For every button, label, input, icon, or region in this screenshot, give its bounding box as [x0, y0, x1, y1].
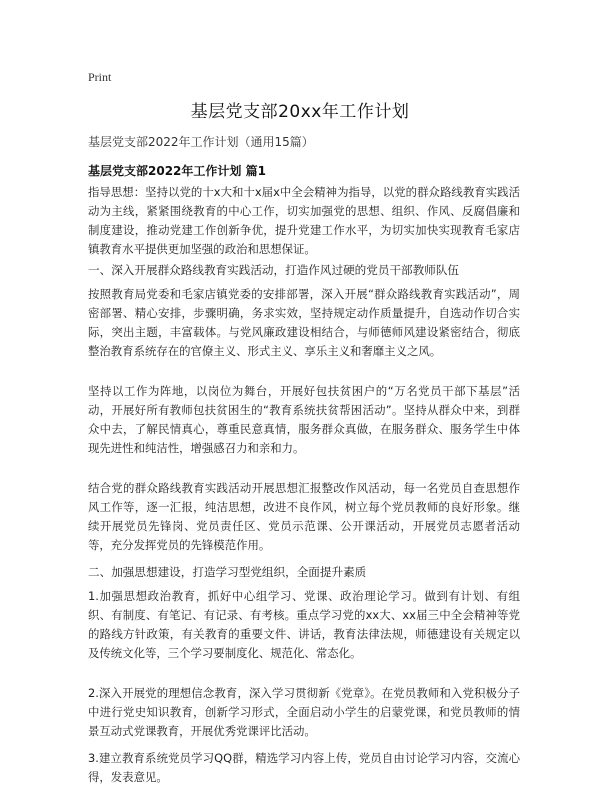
page-title: 基层党支部20xx年工作计划 [190, 102, 410, 122]
print-label[interactable]: Print [88, 70, 112, 84]
paragraph-four: 1.加强思想政治教育，抓好中心组学习、党课、政治理论学习。做到有计划、有组织、有制度、有笔记、有记录、有考核。重点学习党的xx大、xx届三中全会精神等党的路线方针政策，有关教育的重要文件、讲话，教育法律法规，师德建设有关规定以及传统文化等，三个学习要制度化、规范化、常态化。 [88, 589, 520, 660]
paragraph-three: 结合党的群众路线教育实践活动开展思想汇报整改作风活动，每一名党员自查思想作风工作等，逐一汇报，纯洁思想，改进不良作风，树立每个党员教师的良好形象。继续开展党员先锋岗、党员责任区、党员示范课、公开课活动，开展党员志愿者活动等，充分发挥党员的先锋模范作用。 [88, 481, 520, 552]
section-title: 基层党支部2022年工作计划 篇1 [88, 164, 266, 178]
heading-two: 二、加强思想建设，打造学习型党组织，全面提升素质 [88, 565, 367, 579]
paragraph-five: 2.深入开展党的理想信念教育，深入学习贯彻新《党章》。在党员教师和入党积极分子中进行党史知识教育，创新学习形式，全面启动小学生的启蒙党课，和党员教师的情景互动式党课教育，开展优秀党课评比活动。 [88, 686, 520, 738]
paragraph-one: 按照教育局党委和毛家店镇党委的安排部署，深入开展“群众路线教育实践活动”，周密部署、精心安排，步骤明确，务求实效，坚持规定动作质量提升，自选动作切合实际，突出主题，丰富载体。与党风廉政建设相结合，与师德师风建设紧密结合，彻底整治教育系统存在的官僚主义、形式主义、享乐主义和奢靡主义之风。 [88, 287, 520, 358]
paragraph-six: 3.建立教育系统党员学习QQ群，精选学习内容上传，党员自由讨论学习内容，交流心得，发表意见。 [88, 751, 520, 784]
intro-paragraph: 指导思想：坚持以党的十x大和十x届x中全会精神为指导，以党的群众路线教育实践活动为主线，紧紧围绕教育的中心工作，切实加强党的思想、组织、作风、反腐倡廉和制度建设，推动党建工作创新争优，提升党建工作水平，为切实加快实现教育毛家店镇教育水平提供更加坚强的政治和思想保证。 [88, 185, 520, 256]
heading-one: 一、深入开展群众路线教育实践活动，打造作风过硬的党员干部教师队伍 [88, 263, 460, 277]
paragraph-two: 坚持以工作为阵地，以岗位为舞台，开展好包扶贫困户的“万名党员干部下基层”活动，开展好所有教师包扶贫困生的“教育系统扶贫帮困活动”。坚持从群众中来，到群众中去，了解民情真心，尊重民意真情，服务群众真做，在服务群众、服务学生中体现先进性和纯洁性，增强感召力和亲和力。 [88, 384, 520, 455]
document-subtitle: 基层党支部2022年工作计划（通用15篇） [88, 135, 314, 149]
